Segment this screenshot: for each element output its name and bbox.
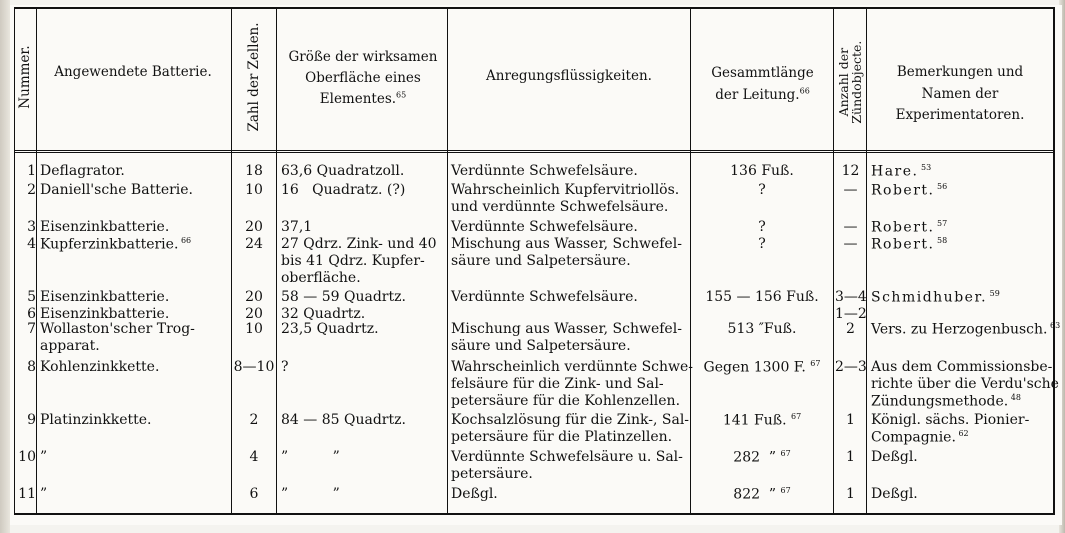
cell-zellen-text: 18 [245, 163, 263, 179]
cell-batterie [40, 338, 230, 354]
cell-batterie [40, 486, 230, 502]
cell-fluessigkeit [451, 429, 689, 445]
cell-anzahl [835, 182, 866, 198]
col-rule-4 [447, 7, 448, 515]
header-anzahl: Anzahl der Zündobjecte. [835, 40, 864, 124]
header-laenge [700, 62, 825, 107]
cell-anzahl [835, 449, 866, 465]
cell-anzahl-text: 3—4 [835, 289, 867, 305]
cell-batterie-text: Eisenzinkbatterie. [40, 219, 170, 235]
header-fluessigkeit: Anregungsflüssigkeiten. [486, 68, 652, 84]
cell-laenge-text: 141 Fuß. [722, 412, 787, 429]
cell-anzahl-text: 2—3 [835, 359, 867, 375]
cell-zellen-text: 2 [249, 412, 259, 428]
cell-fluessigkeit-text: Verdünnte Schwefelsäure u. Sal- [451, 449, 683, 465]
cell-nr-text: 2 [27, 182, 36, 198]
header-oberflaeche-text: Größe der wirksamen Oberfläche eines Elementes. [288, 49, 438, 107]
cell-bemerkung-text: Robert. [871, 236, 935, 253]
cell-fluessigkeit [451, 163, 689, 179]
cell-fluessigkeit-text: und verdünnte Schwefelsäure. [451, 199, 669, 215]
cell-fluessigkeit-text: petersäure für die Platinzellen. [451, 429, 673, 445]
cell-nr [14, 359, 36, 375]
col-rule-8 [1053, 7, 1055, 515]
cell-zellen-text: 10 [245, 321, 263, 337]
cell-fluessigkeit [451, 376, 689, 392]
cell-zellen-text: 4 [249, 449, 259, 465]
cell-laenge [692, 359, 832, 376]
cell-fluessigkeit-text: felsäure für die Zink- und Sal- [451, 376, 664, 392]
cell-zellen [232, 219, 276, 235]
cell-batterie-ref: 66 [178, 236, 192, 245]
cell-laenge [692, 486, 832, 503]
cell-laenge [692, 219, 832, 235]
cell-nr [14, 219, 36, 235]
cell-laenge-ref: 67 [780, 449, 791, 458]
cell-batterie-text: Eisenzinkbatterie. [40, 306, 170, 322]
cell-nr [14, 306, 36, 322]
cell-laenge-text: 155 — 156 Fuß. [705, 289, 819, 305]
cell-oberflaeche-text: 37,1 [281, 219, 313, 235]
col-rule-6 [833, 7, 834, 515]
cell-bemerkung [871, 219, 1053, 236]
cell-fluessigkeit [451, 236, 689, 252]
cell-oberflaeche-text: 27 Qdrz. Zink- und 40 [281, 236, 437, 252]
cell-oberflaeche-text: 63,6 Quadratzoll. [281, 163, 405, 179]
cell-batterie [40, 289, 230, 305]
cell-batterie-text: ” [40, 486, 48, 502]
cell-laenge [692, 449, 832, 466]
cell-oberflaeche-text: 32 Quadrtz. [281, 306, 366, 322]
cell-fluessigkeit-text: Verdünnte Schwefelsäure. [451, 289, 638, 305]
cell-bemerkung [871, 486, 1053, 502]
cell-fluessigkeit [451, 219, 689, 235]
cell-nr [14, 449, 36, 465]
cell-nr-text: 7 [27, 321, 36, 337]
cell-laenge-text: ? [758, 182, 766, 198]
cell-nr-text: 5 [27, 289, 36, 305]
cell-batterie [40, 182, 230, 198]
cell-laenge-text: ? [758, 236, 766, 252]
cell-fluessigkeit [451, 321, 689, 337]
cell-bemerkung-text: Aus dem Commissionsbe- [871, 359, 1053, 375]
cell-zellen [232, 236, 276, 252]
cell-batterie-text: Deflagrator. [40, 163, 125, 179]
cell-fluessigkeit-text: Kochsalzlösung für die Zink-, Sal- [451, 412, 690, 428]
cell-oberflaeche [281, 182, 446, 198]
cell-oberflaeche-text: bis 41 Qdrz. Kupfer- [281, 253, 425, 269]
cell-nr [14, 289, 36, 305]
cell-oberflaeche [281, 486, 446, 502]
cell-oberflaeche-text: oberfläche. [281, 270, 361, 286]
cell-bemerkung-ref: 53 [918, 163, 932, 172]
cell-oberflaeche [281, 359, 446, 375]
cell-zellen-text: 24 [245, 236, 263, 252]
header-bemerkungen: Bemerkungen und Namen der Experimentatoren. [895, 64, 1025, 124]
cell-anzahl [835, 359, 866, 375]
cell-bemerkung-text: Robert. [871, 219, 935, 236]
cell-bemerkung-ref: 59 [987, 289, 1000, 298]
cell-anzahl [835, 306, 866, 322]
cell-fluessigkeit-text: Verdünnte Schwefelsäure. [451, 219, 638, 235]
cell-zellen-text: 20 [245, 306, 263, 322]
cell-fluessigkeit [451, 338, 689, 354]
cell-oberflaeche-text: 16 Quadratz. (?) [281, 182, 406, 198]
cell-oberflaeche-text: 58 — 59 Quadrtz. [281, 289, 406, 305]
cell-zellen [232, 412, 276, 428]
cell-bemerkung [871, 236, 1053, 253]
cell-batterie [40, 236, 230, 253]
top-rule [14, 7, 1054, 9]
cell-laenge-text: ? [758, 219, 766, 235]
cell-batterie-text: Eisenzinkbatterie. [40, 289, 170, 305]
cell-oberflaeche-text: ” ” [281, 486, 340, 502]
cell-laenge-ref: 67 [790, 412, 802, 421]
header-laenge-text: Gesammtlänge der Leitung. [711, 65, 814, 104]
cell-oberflaeche-text: 23,5 Quadrtz. [281, 321, 379, 337]
cell-zellen [232, 289, 276, 305]
cell-laenge-ref: 67 [780, 486, 791, 495]
cell-laenge-text: 513 ″Fuß. [727, 321, 797, 337]
cell-bemerkung-ref: 56 [934, 182, 948, 191]
col-rule-3 [276, 7, 277, 515]
cell-anzahl-text: 1 [846, 412, 855, 428]
cell-fluessigkeit-text: petersäure für die Kohlenzellen. [451, 393, 681, 409]
cell-bemerkung [871, 429, 1053, 446]
cell-oberflaeche [281, 270, 446, 286]
cell-laenge-text: Gegen 1300 F. [703, 359, 806, 376]
header-oberflaeche-ref: 65 [396, 90, 407, 100]
cell-laenge [692, 289, 832, 305]
cell-batterie [40, 412, 230, 428]
cell-bemerkung [871, 321, 1061, 338]
cell-bemerkung [871, 412, 1053, 428]
cell-fluessigkeit-text: Wahrscheinlich Kupfervitriollös. [451, 182, 680, 198]
cell-bemerkung-text: Deßgl. [871, 486, 918, 502]
cell-fluessigkeit [451, 289, 689, 305]
cell-bemerkung-text: Schmidhuber. [871, 289, 988, 306]
col-rule-2 [231, 7, 232, 515]
cell-bemerkung-text: Deßgl. [871, 449, 918, 465]
header-laenge-ref: 66 [799, 86, 810, 96]
cell-zellen-text: 20 [245, 289, 263, 305]
cell-batterie [40, 359, 230, 375]
cell-zellen-text: 8—10 [233, 359, 275, 375]
cell-fluessigkeit-text: Verdünnte Schwefelsäure. [451, 163, 638, 179]
cell-oberflaeche-text: ” ” [281, 449, 340, 465]
cell-batterie-text: Platinzinkkette. [40, 412, 152, 428]
cell-laenge [692, 163, 832, 179]
cell-fluessigkeit [451, 359, 694, 375]
cell-fluessigkeit-text: petersäure. [451, 466, 533, 482]
cell-nr [14, 236, 36, 252]
cell-bemerkung [871, 182, 1053, 199]
cell-nr [14, 182, 36, 198]
col-rule-7 [866, 7, 867, 515]
cell-fluessigkeit [451, 412, 689, 428]
cell-zellen [232, 486, 276, 502]
cell-bemerkung-ref: 57 [934, 219, 948, 228]
cell-laenge-text: 282 ” [733, 449, 777, 466]
cell-bemerkung-ref: 62 [955, 429, 969, 438]
cell-fluessigkeit [451, 449, 689, 465]
cell-laenge [692, 182, 832, 198]
cell-batterie-text: apparat. [40, 338, 100, 354]
page-edge-left [0, 0, 10, 533]
cell-fluessigkeit [451, 182, 689, 198]
cell-oberflaeche-text: ? [281, 359, 289, 375]
cell-zellen [232, 359, 276, 375]
bottom-rule [14, 513, 1054, 515]
cell-oberflaeche [281, 306, 446, 322]
cell-zellen-text: 20 [245, 219, 263, 235]
cell-zellen [232, 306, 276, 322]
header-oberflaeche [288, 47, 438, 110]
col-rule-1 [36, 7, 37, 515]
cell-fluessigkeit [451, 393, 689, 409]
cell-zellen [232, 449, 276, 465]
cell-laenge [692, 412, 832, 429]
cell-laenge-ref: 67 [810, 359, 821, 368]
cell-batterie [40, 449, 230, 465]
cell-bemerkung [871, 163, 1053, 180]
cell-laenge-text: 822 ” [733, 486, 777, 503]
cell-anzahl-text: 1 [846, 449, 855, 465]
cell-bemerkung-text: Robert. [871, 182, 935, 199]
cell-oberflaeche [281, 163, 446, 179]
cell-batterie-text: Wollaston'scher Trog- [40, 321, 195, 337]
cell-batterie [40, 321, 230, 337]
cell-bemerkung-text: Königl. sächs. Pionier- [871, 412, 1030, 428]
cell-fluessigkeit-text: Deßgl. [451, 486, 498, 502]
cell-anzahl-text: — [843, 182, 858, 198]
cell-nr [14, 412, 36, 428]
header-batterie: Angewendete Batterie. [54, 64, 212, 80]
cell-bemerkung-ref: 48 [1008, 393, 1021, 402]
cell-nr [14, 486, 36, 502]
cell-zellen-text: 10 [245, 182, 263, 198]
cell-fluessigkeit-text: säure und Salpetersäure. [451, 253, 631, 269]
cell-bemerkung-ref: 58 [934, 236, 948, 245]
cell-anzahl-text: 1—2 [835, 306, 867, 322]
cell-anzahl-text: 2 [846, 321, 855, 337]
cell-fluessigkeit [451, 199, 689, 215]
cell-anzahl [835, 236, 866, 252]
cell-batterie [40, 163, 230, 179]
cell-nr-text: 8 [27, 359, 36, 375]
cell-oberflaeche [281, 289, 446, 305]
cell-fluessigkeit-text: säure und Salpetersäure. [451, 338, 631, 354]
cell-fluessigkeit [451, 466, 689, 482]
table-sheet [10, 5, 1062, 525]
cell-anzahl [835, 412, 866, 428]
header-zellen: Zahl der Zellen. [246, 22, 262, 132]
header-rule [14, 150, 1054, 153]
cell-nr-text: 9 [27, 412, 36, 428]
cell-oberflaeche [281, 236, 446, 252]
cell-anzahl-text: 12 [841, 163, 860, 179]
cell-fluessigkeit [451, 486, 689, 502]
cell-fluessigkeit-text: Wahrscheinlich verdünnte Schwe- [451, 359, 694, 375]
cell-fluessigkeit-text: Mischung aus Wasser, Schwefel- [451, 236, 682, 252]
cell-nr [14, 163, 36, 179]
col-rule-0 [14, 7, 15, 515]
cell-batterie [40, 219, 230, 235]
cell-nr-text: 11 [18, 486, 36, 502]
cell-anzahl-text: 1 [846, 486, 855, 502]
cell-anzahl [835, 321, 866, 337]
cell-laenge [692, 236, 832, 252]
cell-bemerkung-text: Compagnie. [871, 429, 956, 446]
cell-oberflaeche [281, 321, 446, 337]
cell-oberflaeche-text: 84 — 85 Quadrtz. [281, 412, 406, 428]
header-nummer: Nummer. [17, 45, 33, 109]
cell-bemerkung [871, 393, 1053, 410]
cell-fluessigkeit [451, 253, 689, 269]
cell-batterie-text: ” [40, 449, 48, 465]
cell-bemerkung-text: Vers. zu Herzogenbusch. [871, 321, 1048, 338]
cell-anzahl-text: — [843, 219, 858, 235]
cell-zellen-text: 6 [249, 486, 259, 502]
cell-bemerkung-text: Zündungsmethode. [871, 393, 1009, 410]
cell-bemerkung-text: richte über die Verdu'sche [871, 376, 1059, 392]
cell-fluessigkeit-text: Mischung aus Wasser, Schwefel- [451, 321, 682, 337]
cell-anzahl-text: — [843, 236, 858, 252]
cell-batterie-text: Kohlenzinkkette. [40, 359, 160, 375]
cell-oberflaeche [281, 449, 446, 465]
cell-batterie-text: Kupferzinkbatterie. [40, 236, 179, 253]
cell-bemerkung [871, 376, 1059, 392]
cell-nr [14, 321, 36, 337]
cell-oberflaeche [281, 412, 446, 428]
cell-nr-text: 3 [27, 219, 36, 235]
cell-zellen [232, 182, 276, 198]
cell-nr-text: 1 [27, 163, 36, 179]
cell-zellen [232, 321, 276, 337]
cell-bemerkung [871, 289, 1053, 306]
cell-bemerkung [871, 359, 1053, 375]
cell-nr-text: 4 [27, 236, 36, 252]
cell-laenge [692, 321, 832, 337]
cell-anzahl [835, 219, 866, 235]
cell-batterie [40, 306, 230, 322]
cell-anzahl [835, 486, 866, 502]
cell-oberflaeche [281, 219, 446, 235]
cell-anzahl [835, 163, 866, 179]
cell-nr-text: 6 [27, 306, 36, 322]
cell-nr-text: 10 [18, 449, 36, 465]
cell-oberflaeche [281, 253, 446, 269]
cell-anzahl [835, 289, 866, 305]
cell-zellen [232, 163, 276, 179]
col-rule-5 [690, 7, 691, 515]
cell-bemerkung [871, 449, 1053, 465]
cell-laenge-text: 136 Fuß. [730, 163, 794, 179]
cell-bemerkung-text: Hare. [871, 163, 919, 180]
cell-batterie-text: Daniell'sche Batterie. [40, 182, 194, 198]
cell-bemerkung-ref: 63 [1047, 321, 1061, 330]
